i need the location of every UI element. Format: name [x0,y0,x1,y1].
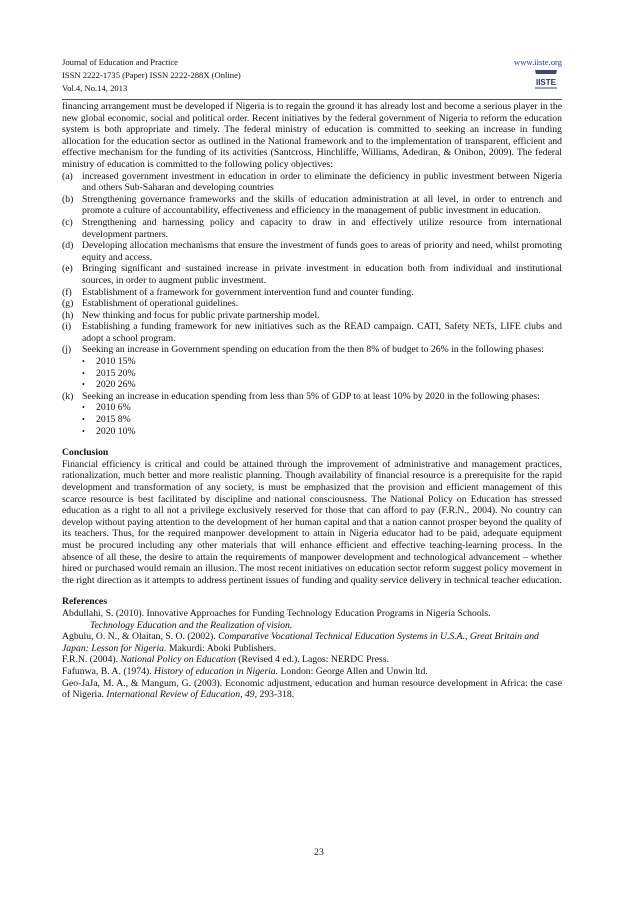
conclusion-paragraph: Financial efficiency is critical and could be attained through the improvement of administrative and management practices, rationalization, much better and more realistic planning. Though availability of financial resource is a prerequisite for the rapid development and transformation of any society, is must be emphasized that the provision and efficient management of this scarce resource is best facilitated by discipline and national consciousness. The National Policy on Education has stressed education as a right to all not a privilege exclusively reserved for those that can afford to pay (F.R.N., 2004). No country can develop without paying attention to the development of her human capital and that a nation cannot prosper beyond the quality of its teachers. Thus, for the required manpower development to attain in Nigeria educator had to be paid, adequate equipment must be procured including any other materials that will enhance efficient and effective teaching-learning process. In the absence of all these, the desire to attain the requirements of manpower development and technological advancement – whether hired or purchased would remain an illusion. The most recent initiatives on education sector reform suggest policy movement in the right direction as it attempts to address pertinent issues of funding and quality service delivery in technical teacher education. [62,458,562,586]
volume-line: Vol.4, No.14, 2013 [62,83,128,93]
references-list [62,608,562,701]
bullet-icon: • [82,368,85,378]
list-item: (i) Establishing a funding framework for new initiatives such as the READ campaign. CATI, Safety NETs, LIFE clubs and adopt a school program. [62,321,562,344]
header-divider [62,99,562,100]
bullet-item: • 2010 15% [82,356,136,368]
reference-item: Geo-JaJa, M. A., & Mangum, G. (2003). Economic adjustment, education and human resource development in Africa: the case of Nigeria. International Review of Education, 49, 293-318. [62,677,562,701]
bullet-item: • 2015 20% [82,367,136,379]
list-item: (f) Establishment of a framework for government intervention fund and counter funding. [62,286,414,298]
bullet-icon: • [82,403,85,413]
iiste-logo-icon [532,68,560,90]
list-item: (e) Bringing significant and sustained increase in private investment in education both from individual and institutional sources, in order to augment public investment. [62,263,562,286]
policy-objectives-list [62,171,562,357]
bullet-icon: • [82,380,85,390]
bullet-icon: • [82,426,85,436]
bullet-icon: • [82,357,85,367]
list-item: (b) Strengthening governance frameworks and the skills of education administration at all level, in order to entrench and promote a culture of accountability, effectiveness and efficiency in the management of public investment in education. [62,193,562,217]
article-body [62,101,562,701]
policy-objectives-list-cont [62,391,562,403]
running-header [62,56,562,100]
phases-j-list [62,356,562,391]
list-item: (k) Seeking an increase in education spending from less than 5% of GDP to at least 10% by 2020 in the following phases: [62,390,540,402]
phases-k-list [62,402,562,437]
bullet-item: • 2015 8% [82,414,131,426]
list-item: (h) New thinking and focus for public private partnership model. [62,309,320,321]
bullet-item: • 2020 26% [82,379,136,391]
list-item: (j) Seeking an increase in Government spending on education from the then 8% of budget to 26% in the following phases: [62,344,544,356]
journal-url-link[interactable]: www.iiste.org [514,57,562,67]
reference-item: Fafunwa, B. A. (1974). History of education in Nigeria. London: George Allen and Unwin ltd. [62,665,428,677]
reference-item: Agbulu, O. N., & Olaitan, S. O. (2002). Comparative Vocational Technical Education Systems in U.S.A., Great Britain and Japan: Lesson for Nigeria. Makurdi: Aboki Publishers. [62,631,539,654]
list-item: (a) increased government investment in education in order to eliminate the deficiency in public investment between Nigeria and others Sub-Saharan and developing countries [62,170,562,194]
bullet-item: • 2020 10% [82,425,136,437]
reference-item: F.R.N. (2004). National Policy on Education (Revised 4 ed.). Lagos: NERDC Press. [62,654,389,666]
issn-line: ISSN 2222-1735 (Paper) ISSN 2222-288X (Online) [62,70,241,80]
intro-paragraph: financing arrangement must be developed if Nigeria is to regain the ground it has already lost and become a serious player in the new global economic, social and political order. Recent initiatives by the federal government of Nigeria to reform the education system is both appropriate and timely. The federal ministry of education is committed to seeking an increase in funding allocation for the education sector as outlined in the National framework and to the implementation of transparent, efficient and effective mechanism for the funding of its activities (Santcross, Hinchliffe, Williams, Adediran, & Onibon, 2009). The federal ministry of education is committed to the following policy objectives: [62,101,562,170]
bullet-icon: • [82,415,85,425]
list-item: (g) Establishment of operational guidelines. [62,298,239,310]
list-item: (d) Developing allocation mechanisms that ensure the investment of funds goes to areas of priority and need, whilst promoting equity and access. [62,240,562,263]
page-number: 23 [314,847,324,858]
references-heading: References [62,596,108,608]
list-item: (c) Strengthening and harnessing policy and capacity to draw in and effectively utilize resource from international development partners. [62,216,562,240]
journal-name: Journal of Education and Practice [62,57,178,67]
bullet-item: • 2010 6% [82,402,131,414]
reference-item: Abdullahi, S. (2010). Innovative Approaches for Funding Technology Education Programs in Nigeria Schools. Technology Education and the Realization of vision. [62,607,491,631]
conclusion-heading: Conclusion [62,447,109,459]
svg-text:IISTE: IISTE [535,78,557,87]
